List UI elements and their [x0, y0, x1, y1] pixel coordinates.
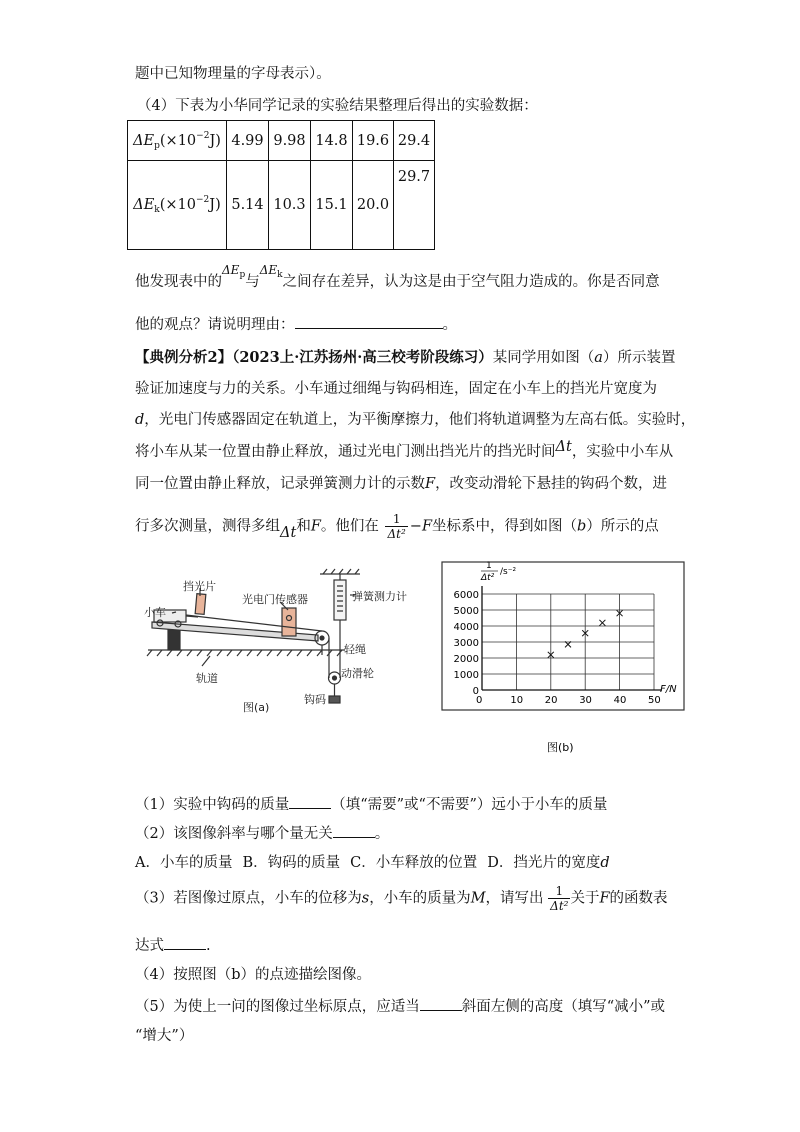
y-tick-label: 2000: [453, 654, 479, 665]
x-tick-label: 50: [648, 695, 661, 706]
text: F: [599, 890, 610, 907]
text: 行多次测量，测得多组: [135, 518, 280, 535]
chart-y-label: [480, 561, 516, 583]
text: 斜面左侧的高度（填写“减小”或: [461, 999, 666, 1015]
q1-line: [135, 793, 607, 814]
text: 。他们在: [320, 518, 379, 535]
row-label-ep: [128, 121, 227, 161]
answer-blank[interactable]: [164, 935, 206, 950]
text: 和: [296, 518, 311, 535]
text: 将小车从某一位置由静止释放，通过光电门测出挡光片的挡光时间: [135, 444, 556, 460]
table-cell: 4.99: [227, 121, 269, 161]
ground-hatch: [147, 650, 342, 656]
row-label-ek: [128, 161, 227, 250]
chart-ticks: [454, 590, 661, 706]
ek-j: J): [209, 197, 221, 213]
table-cell: 29.7: [394, 161, 435, 250]
answer-blank[interactable]: [333, 823, 375, 838]
example-line-3: [135, 408, 695, 429]
x-tick-label: 10: [510, 695, 524, 706]
text: （1）实验中钩码的质量: [135, 797, 290, 813]
support-block: [168, 630, 180, 650]
discussion-line-2: [135, 313, 457, 334]
example-line-4: [135, 440, 673, 461]
example-line-2: 验证加速度与力的关系。小车通过细绳与钩码相连，固定在小车上的挡光片宽度为: [135, 381, 657, 397]
label-weight: 钩码: [304, 693, 326, 706]
q3-line-2: [135, 934, 211, 955]
scatter-chart: [440, 560, 688, 760]
leader-line: [202, 656, 210, 666]
label-gate: 光电门传感器: [242, 593, 308, 606]
ep-symbol: ΔE: [133, 132, 155, 149]
text: ，改变动滑轮下悬挂的钩码个数，进: [435, 476, 668, 492]
y-tick-label: 0: [472, 686, 479, 697]
example-source: （2023上·江苏扬州·高三校考阶段练习）: [232, 349, 493, 366]
text: 达式: [135, 938, 164, 954]
text: （2）该图像斜率与哪个量无关: [135, 826, 333, 842]
y-label-den: Δt²: [481, 573, 495, 583]
text: （填“需要”或“不需要”）远小于小车的质量: [331, 797, 608, 813]
ep-sub: p: [154, 140, 160, 151]
text: a: [594, 350, 603, 366]
text: 的函数表: [609, 890, 668, 907]
fraction-den: Δt²: [387, 527, 406, 541]
text: d: [600, 855, 610, 871]
ep-exp: −2: [196, 130, 210, 141]
y-tick-label: 4000: [453, 622, 479, 633]
chart-axes: [482, 586, 662, 690]
y-tick-label: 5000: [453, 606, 479, 617]
text: F: [425, 476, 436, 492]
discussion-line-1: [135, 263, 660, 292]
ceiling-hatch: [323, 569, 359, 574]
ep-unit: (×10: [159, 132, 197, 149]
data-point-x-marker: [599, 620, 605, 626]
fraction: [385, 512, 407, 541]
text: s: [361, 890, 370, 907]
label-shutter: 挡光片: [183, 580, 216, 593]
text: b: [577, 518, 587, 535]
text: 。: [374, 826, 390, 842]
text: 坐标系中，得到如图（: [432, 518, 578, 535]
caption-b: 图(b): [547, 741, 574, 754]
ek-sub: k: [154, 205, 160, 215]
table-cell: 10.3: [269, 161, 311, 250]
table-cell: 19.6: [353, 121, 394, 161]
fraction-num: 1: [385, 512, 407, 527]
caption-a: 图(a): [243, 701, 270, 714]
text: Δt: [280, 524, 297, 541]
text: F: [310, 518, 321, 535]
text: 与: [245, 274, 260, 290]
table-cell: 29.4: [394, 121, 435, 161]
text: 。: [442, 317, 457, 333]
option-b[interactable]: B．钩码的质量: [242, 855, 341, 871]
apparatus-figure: [140, 560, 430, 720]
q5-line-2: “增大”）: [135, 1028, 194, 1044]
y-tick-label: 3000: [453, 638, 479, 649]
text: −F: [409, 518, 433, 535]
text: （5）为使上一问的图像过坐标原点，应适当: [135, 999, 420, 1015]
track-pulley-axle: [320, 636, 324, 640]
q3-line: [135, 884, 668, 913]
text: 关于: [570, 890, 600, 907]
label-spring: 弹簧测力计: [352, 590, 407, 603]
text: Δt: [555, 439, 572, 455]
table-cell: 5.14: [227, 161, 269, 250]
fraction: [548, 884, 570, 913]
example-tag: 【典例分析2】: [135, 349, 233, 366]
x-label: F/N: [660, 684, 677, 695]
text: ）所示装置: [602, 350, 676, 366]
answer-blank[interactable]: [295, 314, 443, 329]
text: （3）若图像过原点，小车的位移为: [135, 890, 362, 907]
x-tick-label: 0: [476, 695, 483, 706]
fraction-num: 1: [548, 884, 570, 899]
option-a[interactable]: A．小车的质量: [135, 855, 233, 871]
q4-line: （4）按照图（b）的点迹描绘图像。: [135, 967, 372, 983]
example-line-5: [135, 472, 667, 493]
example-line-6: [135, 512, 659, 541]
text: ）所示的点: [586, 518, 659, 535]
fraction-den: Δt²: [550, 899, 569, 913]
option-c[interactable]: C．小车释放的位置: [350, 855, 478, 871]
intro-line: 题中已知物理量的字母表示）。: [135, 66, 331, 82]
table-cell: 14.8: [311, 121, 353, 161]
text: 他发现表中的: [135, 274, 222, 290]
text: M: [470, 890, 486, 907]
q2-options: [135, 851, 610, 872]
y-tick-label: 6000: [453, 590, 479, 601]
text: ，光电门传感器固定在轨道上，为平衡摩擦力，他们将轨道调整为左高右低。实验时，: [144, 412, 696, 428]
x-tick-label: 30: [579, 695, 592, 706]
text: 他的观点？请说明理由：: [135, 317, 295, 333]
label-cart: 小车: [144, 606, 166, 619]
question-4-intro: （4）下表为小华同学记录的实验结果整理后得出的实验数据：: [137, 98, 538, 114]
example-line-1: [135, 346, 675, 367]
text: d: [135, 412, 145, 428]
table-cell: 20.0: [353, 161, 394, 250]
shutter: [195, 594, 206, 615]
ek-exp: −2: [196, 195, 210, 205]
ek-inline-sub: k: [277, 270, 283, 280]
ek-unit: (×10: [159, 197, 197, 213]
text: .: [206, 938, 211, 954]
text: ，小车的质量为: [369, 890, 471, 907]
weight: [329, 696, 340, 703]
text: ，请写出: [485, 890, 544, 907]
table-cell: 9.98: [269, 121, 311, 161]
q5-line: [135, 995, 665, 1016]
y-label-num: 1: [486, 561, 492, 571]
ek-symbol: ΔE: [133, 197, 155, 213]
movable-pulley-axle: [333, 676, 337, 680]
text: ，实验中小车从: [571, 444, 674, 460]
label-pulley: 动滑轮: [341, 667, 374, 680]
y-label-unit: /s⁻²: [500, 567, 517, 577]
ep-inline-sub: p: [239, 270, 246, 280]
energy-table: [127, 120, 435, 250]
option-d[interactable]: [487, 855, 609, 871]
text: 之间存在差异，认为这是由于空气阻力造成的。你是否同意: [282, 274, 660, 290]
label-track: 轨道: [196, 672, 218, 685]
x-tick-label: 40: [613, 695, 627, 706]
ek-inline: ΔE: [259, 263, 278, 277]
q2-line: [135, 822, 389, 843]
answer-blank[interactable]: [289, 794, 331, 809]
text: 某同学用如图（: [492, 350, 595, 366]
x-tick-label: 20: [544, 695, 558, 706]
text: 同一位置由静止释放，记录弹簧测力计的示数: [135, 476, 425, 492]
photogate: [282, 608, 296, 636]
chart-grid: [482, 594, 654, 690]
answer-blank[interactable]: [420, 996, 462, 1011]
text: D．挡光片的宽度: [487, 855, 601, 871]
y-tick-label: 1000: [453, 670, 479, 681]
ep-inline: ΔE: [222, 263, 240, 277]
label-rope: 轻绳: [344, 643, 366, 656]
ep-j: J): [209, 132, 221, 149]
table-cell: 15.1: [311, 161, 353, 250]
